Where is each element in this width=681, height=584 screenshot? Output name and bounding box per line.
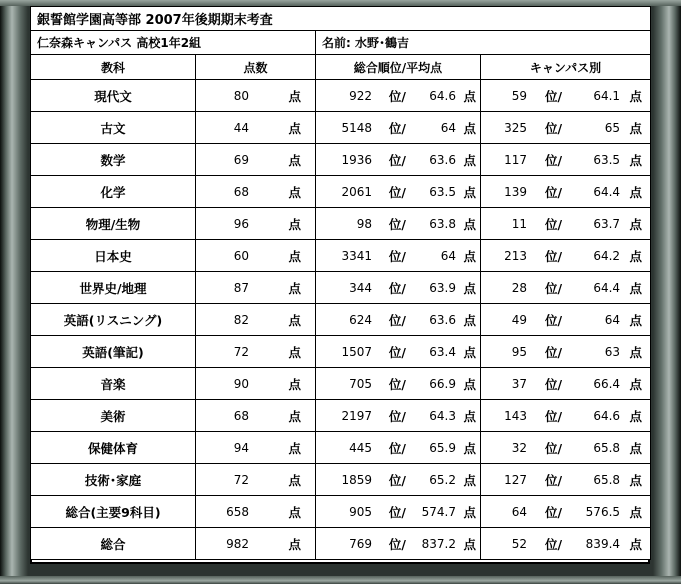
score-value: 96 bbox=[233, 216, 249, 231]
total-rank-value: 3341 bbox=[341, 248, 372, 263]
rank-unit: 位/ bbox=[544, 280, 563, 296]
subject-cell: 保健体育 bbox=[31, 432, 196, 464]
table-row bbox=[31, 368, 651, 400]
score-cell bbox=[196, 432, 316, 464]
campus-rank-value: 49 bbox=[511, 312, 528, 327]
total-avg-value: 64.3 bbox=[429, 408, 456, 423]
report-title: 銀誓館学園高等部 2007年後期期末考査 bbox=[31, 7, 651, 31]
total-rank-value: 445 bbox=[349, 440, 372, 455]
rank-unit: 位/ bbox=[388, 344, 406, 360]
campus-rank-value: 127 bbox=[504, 472, 528, 487]
rank-unit: 位/ bbox=[544, 472, 563, 488]
campus-rank-value: 95 bbox=[511, 344, 528, 359]
total-rank-avg-cell bbox=[316, 176, 481, 208]
score-cell bbox=[196, 272, 316, 304]
score-value: 90 bbox=[233, 376, 249, 391]
table-row bbox=[31, 496, 651, 528]
total-avg-value: 65.9 bbox=[429, 440, 456, 455]
total-rank-value: 1507 bbox=[341, 344, 372, 359]
point-unit: 点 bbox=[288, 248, 301, 264]
table-row bbox=[31, 144, 651, 176]
rank-unit: 位/ bbox=[388, 312, 406, 328]
score-value: 982 bbox=[226, 536, 249, 551]
total-rank-avg-cell bbox=[316, 144, 481, 176]
score-cell bbox=[196, 80, 316, 112]
point-unit: 点 bbox=[288, 408, 301, 424]
student-name-label: 名前: 水野･鶴吉 bbox=[316, 31, 651, 55]
rank-unit: 位/ bbox=[388, 280, 406, 296]
point-unit: 点 bbox=[463, 184, 476, 200]
total-rank-value: 344 bbox=[349, 280, 372, 295]
point-unit: 点 bbox=[463, 120, 476, 136]
rank-unit: 位/ bbox=[544, 312, 563, 328]
total-rank-avg-cell bbox=[316, 240, 481, 272]
header-subject: 教科 bbox=[31, 55, 196, 80]
total-avg-value: 63.9 bbox=[429, 280, 456, 295]
point-unit: 点 bbox=[463, 216, 476, 232]
score-value: 72 bbox=[233, 344, 249, 359]
campus-rank-avg-cell bbox=[481, 368, 651, 400]
subject-cell: 日本史 bbox=[31, 240, 196, 272]
campus-rank-avg-cell bbox=[481, 304, 651, 336]
total-rank-avg-cell bbox=[316, 112, 481, 144]
campus-avg-value: 65 bbox=[604, 120, 621, 135]
point-unit: 点 bbox=[288, 536, 301, 552]
point-unit: 点 bbox=[463, 440, 476, 456]
point-unit: 点 bbox=[288, 152, 301, 168]
score-cell bbox=[196, 176, 316, 208]
subject-cell: 美術 bbox=[31, 400, 196, 432]
point-unit: 点 bbox=[288, 312, 301, 328]
point-unit: 点 bbox=[288, 216, 301, 232]
subject-cell: 世界史/地理 bbox=[31, 272, 196, 304]
campus-avg-value: 65.8 bbox=[593, 472, 621, 487]
header-campus: キャンパス別 bbox=[481, 55, 651, 80]
total-avg-value: 63.6 bbox=[429, 152, 456, 167]
table-row bbox=[31, 112, 651, 144]
rank-unit: 位/ bbox=[388, 248, 406, 264]
campus-rank-avg-cell bbox=[481, 432, 651, 464]
total-rank-avg-cell bbox=[316, 400, 481, 432]
point-unit: 点 bbox=[463, 152, 476, 168]
point-unit: 点 bbox=[629, 120, 643, 136]
table-row bbox=[31, 336, 651, 368]
point-unit: 点 bbox=[288, 280, 301, 296]
point-unit: 点 bbox=[463, 248, 476, 264]
total-rank-avg-cell bbox=[316, 432, 481, 464]
rank-unit: 位/ bbox=[388, 216, 406, 232]
score-cell bbox=[196, 112, 316, 144]
campus-avg-value: 65.8 bbox=[593, 440, 621, 455]
campus-rank-avg-cell bbox=[481, 464, 651, 496]
campus-rank-value: 139 bbox=[504, 184, 528, 199]
total-rank-value: 5148 bbox=[341, 120, 372, 135]
campus-avg-value: 63.7 bbox=[593, 216, 621, 231]
subject-cell: 総合 bbox=[31, 528, 196, 560]
point-unit: 点 bbox=[288, 376, 301, 392]
point-unit: 点 bbox=[463, 312, 476, 328]
rank-unit: 位/ bbox=[388, 440, 406, 456]
total-rank-avg-cell bbox=[316, 304, 481, 336]
campus-rank-value: 213 bbox=[504, 248, 528, 263]
total-rank-avg-cell bbox=[316, 528, 481, 560]
campus-avg-value: 64.4 bbox=[593, 280, 621, 295]
table-row bbox=[31, 80, 651, 112]
total-rank-value: 705 bbox=[349, 376, 372, 391]
point-unit: 点 bbox=[629, 536, 643, 552]
total-avg-value: 64.6 bbox=[429, 88, 456, 103]
rank-unit: 位/ bbox=[544, 120, 563, 136]
campus-rank-value: 143 bbox=[504, 408, 528, 423]
total-rank-avg-cell bbox=[316, 336, 481, 368]
campus-rank-value: 64 bbox=[511, 504, 528, 519]
rank-unit: 位/ bbox=[544, 536, 563, 552]
point-unit: 点 bbox=[629, 472, 643, 488]
total-rank-value: 1859 bbox=[341, 472, 372, 487]
campus-avg-value: 66.4 bbox=[593, 376, 621, 391]
total-avg-value: 66.9 bbox=[429, 376, 456, 391]
rank-unit: 位/ bbox=[544, 184, 563, 200]
point-unit: 点 bbox=[463, 408, 476, 424]
table-row bbox=[31, 400, 651, 432]
rank-unit: 位/ bbox=[544, 216, 563, 232]
point-unit: 点 bbox=[629, 184, 643, 200]
point-unit: 点 bbox=[288, 120, 301, 136]
rank-unit: 位/ bbox=[544, 248, 563, 264]
total-rank-avg-cell bbox=[316, 368, 481, 400]
subject-cell: 音楽 bbox=[31, 368, 196, 400]
total-rank-value: 98 bbox=[356, 216, 372, 231]
score-cell bbox=[196, 400, 316, 432]
total-rank-avg-cell bbox=[316, 272, 481, 304]
campus-rank-avg-cell bbox=[481, 496, 651, 528]
table-row bbox=[31, 464, 651, 496]
rank-unit: 位/ bbox=[388, 88, 406, 104]
frame-bottom-border bbox=[0, 576, 681, 584]
campus-rank-value: 28 bbox=[511, 280, 528, 295]
score-value: 68 bbox=[233, 184, 249, 199]
campus-rank-value: 37 bbox=[511, 376, 528, 391]
point-unit: 点 bbox=[288, 184, 301, 200]
total-avg-value: 63.5 bbox=[429, 184, 456, 199]
total-avg-value: 574.7 bbox=[421, 504, 456, 519]
point-unit: 点 bbox=[463, 472, 476, 488]
point-unit: 点 bbox=[463, 88, 476, 104]
campus-rank-avg-cell bbox=[481, 208, 651, 240]
point-unit: 点 bbox=[629, 408, 643, 424]
score-cell bbox=[196, 240, 316, 272]
point-unit: 点 bbox=[629, 440, 643, 456]
point-unit: 点 bbox=[629, 280, 643, 296]
table-row bbox=[31, 528, 651, 560]
rank-unit: 位/ bbox=[388, 504, 406, 520]
campus-avg-value: 64 bbox=[604, 312, 621, 327]
table-row bbox=[31, 240, 651, 272]
campus-avg-value: 64.4 bbox=[593, 184, 621, 199]
point-unit: 点 bbox=[288, 344, 301, 360]
campus-avg-value: 64.1 bbox=[593, 88, 621, 103]
campus-rank-avg-cell bbox=[481, 336, 651, 368]
campus-rank-avg-cell bbox=[481, 144, 651, 176]
rank-unit: 位/ bbox=[544, 376, 563, 392]
subject-cell: 英語(リスニング) bbox=[31, 304, 196, 336]
campus-avg-value: 576.5 bbox=[585, 504, 621, 519]
campus-avg-value: 63 bbox=[604, 344, 621, 359]
table-row bbox=[31, 208, 651, 240]
header-score: 点数 bbox=[196, 55, 316, 80]
point-unit: 点 bbox=[463, 280, 476, 296]
total-rank-avg-cell bbox=[316, 464, 481, 496]
campus-rank-value: 59 bbox=[511, 88, 528, 103]
campus-rank-avg-cell bbox=[481, 80, 651, 112]
total-rank-value: 922 bbox=[349, 88, 372, 103]
table-row bbox=[31, 432, 651, 464]
campus-rank-value: 117 bbox=[504, 152, 528, 167]
table-row bbox=[31, 272, 651, 304]
point-unit: 点 bbox=[629, 248, 643, 264]
rank-unit: 位/ bbox=[544, 440, 563, 456]
score-cell bbox=[196, 528, 316, 560]
point-unit: 点 bbox=[629, 376, 643, 392]
point-unit: 点 bbox=[288, 472, 301, 488]
score-value: 60 bbox=[233, 248, 249, 263]
total-avg-value: 64 bbox=[440, 248, 456, 263]
total-avg-value: 63.4 bbox=[429, 344, 456, 359]
campus-rank-avg-cell bbox=[481, 528, 651, 560]
point-unit: 点 bbox=[463, 504, 476, 520]
campus-class-label: 仁奈森キャンパス 高校1年2組 bbox=[31, 31, 316, 55]
score-value: 69 bbox=[233, 152, 249, 167]
point-unit: 点 bbox=[629, 88, 643, 104]
total-rank-value: 2061 bbox=[341, 184, 372, 199]
point-unit: 点 bbox=[629, 312, 643, 328]
rank-unit: 位/ bbox=[388, 408, 406, 424]
score-cell bbox=[196, 208, 316, 240]
score-value: 658 bbox=[226, 504, 249, 519]
total-avg-value: 63.8 bbox=[429, 216, 456, 231]
campus-rank-avg-cell bbox=[481, 400, 651, 432]
rank-unit: 位/ bbox=[388, 184, 406, 200]
report-card-table bbox=[30, 6, 651, 560]
point-unit: 点 bbox=[288, 440, 301, 456]
campus-rank-avg-cell bbox=[481, 176, 651, 208]
total-rank-avg-cell bbox=[316, 496, 481, 528]
point-unit: 点 bbox=[463, 536, 476, 552]
total-rank-avg-cell bbox=[316, 208, 481, 240]
subject-cell: 技術･家庭 bbox=[31, 464, 196, 496]
rank-unit: 位/ bbox=[544, 344, 563, 360]
point-unit: 点 bbox=[629, 504, 643, 520]
campus-rank-value: 52 bbox=[511, 536, 528, 551]
subject-cell: 総合(主要9科目) bbox=[31, 496, 196, 528]
table-row bbox=[31, 176, 651, 208]
point-unit: 点 bbox=[288, 504, 301, 520]
total-rank-value: 2197 bbox=[341, 408, 372, 423]
rank-unit: 位/ bbox=[388, 120, 406, 136]
campus-rank-avg-cell bbox=[481, 112, 651, 144]
score-value: 68 bbox=[233, 408, 249, 423]
total-rank-value: 624 bbox=[349, 312, 372, 327]
rank-unit: 位/ bbox=[544, 88, 563, 104]
total-avg-value: 837.2 bbox=[421, 536, 456, 551]
total-avg-value: 63.6 bbox=[429, 312, 456, 327]
point-unit: 点 bbox=[629, 152, 643, 168]
score-cell bbox=[196, 368, 316, 400]
subject-cell: 物理/生物 bbox=[31, 208, 196, 240]
campus-rank-value: 32 bbox=[511, 440, 528, 455]
subject-cell: 英語(筆記) bbox=[31, 336, 196, 368]
subject-cell: 化学 bbox=[31, 176, 196, 208]
campus-rank-value: 325 bbox=[504, 120, 528, 135]
total-avg-value: 65.2 bbox=[429, 472, 456, 487]
score-value: 87 bbox=[233, 280, 249, 295]
campus-avg-value: 64.6 bbox=[593, 408, 621, 423]
campus-avg-value: 839.4 bbox=[585, 536, 621, 551]
subject-cell: 現代文 bbox=[31, 80, 196, 112]
campus-rank-value: 11 bbox=[511, 216, 528, 231]
point-unit: 点 bbox=[463, 376, 476, 392]
rank-unit: 位/ bbox=[388, 472, 406, 488]
score-cell bbox=[196, 336, 316, 368]
rank-unit: 位/ bbox=[388, 376, 406, 392]
score-value: 82 bbox=[233, 312, 249, 327]
total-rank-avg-cell bbox=[316, 80, 481, 112]
rank-unit: 位/ bbox=[544, 504, 563, 520]
campus-rank-avg-cell bbox=[481, 272, 651, 304]
score-cell bbox=[196, 144, 316, 176]
point-unit: 点 bbox=[629, 344, 643, 360]
total-avg-value: 64 bbox=[440, 120, 456, 135]
rank-unit: 位/ bbox=[388, 536, 406, 552]
score-cell bbox=[196, 496, 316, 528]
total-rank-value: 1936 bbox=[341, 152, 372, 167]
campus-avg-value: 64.2 bbox=[593, 248, 621, 263]
score-cell bbox=[196, 304, 316, 336]
score-value: 80 bbox=[233, 88, 249, 103]
subject-cell: 古文 bbox=[31, 112, 196, 144]
score-value: 94 bbox=[233, 440, 249, 455]
total-rank-value: 769 bbox=[349, 536, 372, 551]
rank-unit: 位/ bbox=[388, 152, 406, 168]
total-rank-value: 905 bbox=[349, 504, 372, 519]
rank-unit: 位/ bbox=[544, 152, 563, 168]
score-value: 44 bbox=[233, 120, 249, 135]
point-unit: 点 bbox=[288, 88, 301, 104]
point-unit: 点 bbox=[463, 344, 476, 360]
rank-unit: 位/ bbox=[544, 408, 563, 424]
table-row bbox=[31, 304, 651, 336]
header-total-rank-avg: 総合順位/平均点 bbox=[316, 55, 481, 80]
score-value: 72 bbox=[233, 472, 249, 487]
campus-rank-avg-cell bbox=[481, 240, 651, 272]
campus-avg-value: 63.5 bbox=[593, 152, 621, 167]
subject-cell: 数学 bbox=[31, 144, 196, 176]
point-unit: 点 bbox=[629, 216, 643, 232]
score-cell bbox=[196, 464, 316, 496]
